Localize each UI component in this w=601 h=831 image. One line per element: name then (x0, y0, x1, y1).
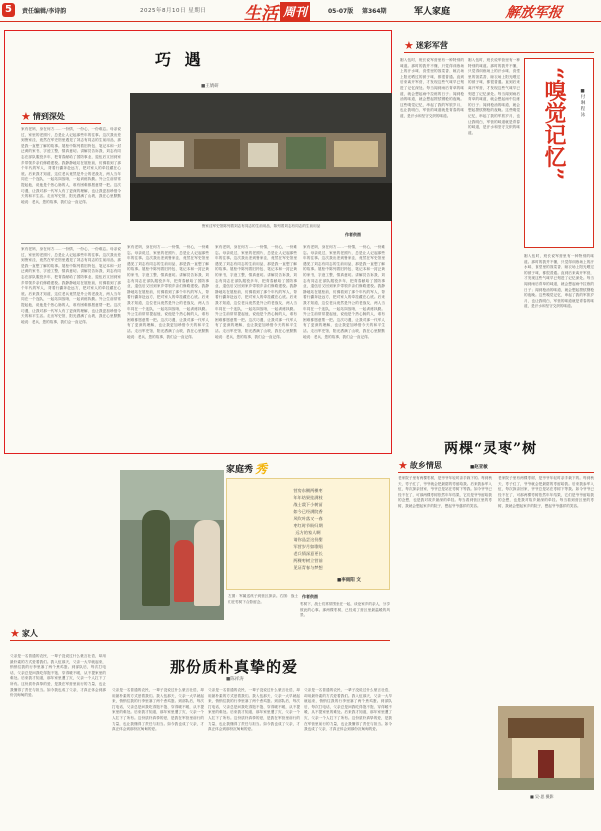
hometown-story-col-1: 老家院子里有两棵枣树，是爷爷年轻时亲手栽下的。每到秋天，枣子红了，爷爷就会把最甜的枣留给我。后来我参军入伍，每次探亲回家，爷爷总是站在枣树下等我。如今爷爷已经不在了，可那两棵枣树依然年年结果，它们是爷爷留给我的念想，也是我对故乡最深的牵挂。每当看到营区里的枣树，我就会想起家乡的院子，想起爷爷慈祥的笑容。 (398, 476, 492, 508)
feature-photo (130, 93, 392, 221)
column-name: 军人家庭 (414, 7, 451, 17)
poem-line: 请你品尝这份甜 (293, 537, 323, 542)
poem-line: 老兵情深意更长 (293, 551, 323, 556)
essay-title-box (524, 58, 594, 248)
family-photo-credit: 作者供图 (302, 594, 318, 599)
poem-line: 远方的家人啊 (295, 530, 321, 535)
feature-article (4, 30, 392, 454)
display-item-2 (194, 139, 240, 169)
camp-essay-col-2: 刚入伍时，班长说军营里有一种特别的味道。那时的我并不懂，只觉得训练场上的汗水味、食堂里的饭菜香、晾衣场上阳光晒过的被子味，都很普通。直到后来离开军营，才发现这些气味早已刻进了记忆深处。每当闻到雨后青草的味道，就会想起雨中拉练的日子；闻到枪油的味道，就会想起擦拭钢枪的夜晚。这些嗅觉记忆，串起了我的军旅岁月，也让我明白，军营的味道就是青春的味道，是汗水和坚守交织的味道。 (468, 58, 520, 135)
camp-essay-col-1: 刚入伍时，班长说军营里有一种特别的味道。那时的我并不懂，只觉得训练场上的汗水味、食堂里的饭菜香、晾衣场上阳光晒过的被子味，都很普通。直到后来离开军营，才发现这些气味早已刻进了记忆深处。每当闻到雨后青草的味道，就会想起雨中拉练的日子；闻到枪油的味道，就会想起擦拭钢枪的夜晚。这些嗅觉记忆，串起了我的军旅岁月，也让我明白，军营的味道就是青春的味道，是汗水和坚守交织的味道。 (400, 58, 464, 118)
section-underline (404, 52, 594, 53)
poem-line: 如今已经满院香 (293, 509, 323, 514)
hometown-story-col-2: 老家院子里有两棵枣树，是爷爷年轻时亲手栽下的。每到秋天，枣子红了，爷爷就会把最甜的枣留给我。后来我参军入伍，每次探亲回家，爷爷总是站在枣树下等我。如今爷爷已经不在了，可那两棵枣树依然年年结果，它们是爷爷留给我的念想，也是我对故乡最深的牵挂。每当看到营区里的枣树，我就会想起家乡的院子，想起爷爷慈祥的笑容。 (498, 476, 594, 508)
star-icon: ★ (21, 110, 31, 123)
section-header-family-show (226, 460, 267, 477)
feature-body-col-2: 家有老妈，身在何方……一份情，一份心，一份难忘。母亲说过，家里的老照片，总是让人记起那些年的往事。这次我出差到鲁家洼，竟然在军史馆里遇见了刘志有同志的生前用品，那是我一直想了解的故事。展柜中陈列着旧挎包、笔记本和一封泛黄的家书，字迹工整，情真意切。讲解员告诉我，刘志有同志在部队服役多年，把青春献给了国防事业，退伍后又回到家乡带领乡亲们修路建校。我静静地站在展柜前，仿佛看到了那个年代的军人，背着行囊奔赴远方，把对家人的牵挂藏在心底。后来我才知道，这位老兵竟然是外公的老战友，两人当年同在一个连队，一起站岗放哨，一起训练执勤。外公生前常常提起他，说他是个热心肠的人，谁有困难都愿意帮一把。这次巧遇，让我对那一代军人有了更深的理解，也让我更加珍惜今天的和平生活。走出军史馆，阳光洒满了山坡，我在心里默默地说：老兵，您的故事，我们会一直记得。 (127, 245, 209, 339)
feature-title: 巧 遇 (155, 50, 205, 69)
display-item-1 (150, 141, 184, 167)
camp-essay-col-3: 刚入伍时，班长说军营里有一种特别的味道。那时的我并不懂，只觉得训练场上的汗水味、食堂里的饭菜香、晾衣场上阳光晒过的被子味，都很普通。直到后来离开军营，才发现这些气味早已刻进了记忆深处。每当闻到雨后青草的味道，就会想起雨中拉练的日子；闻到枪油的味道，就会想起擦拭钢枪的夜晚。这些嗅觉记忆，串起了我的军旅岁月，也让我明白，军营的味道就是青春的味道，是汗水和坚守交织的味道。 (524, 254, 594, 309)
display-item-3 (248, 143, 278, 167)
star-icon: ★ (404, 39, 414, 52)
masthead-logo: 解放军报 (504, 5, 563, 21)
brand-word-life: 生活 (244, 3, 278, 24)
star-icon: ★ (398, 459, 408, 472)
bottom-body-col-1: 父亲是一名普通的农民，一辈子没说过什么豪言壮语，却用最朴素的方式爱着我们。我入伍那天，父亲一大早就起来，悄悄往我的行李里塞了两个煮鸡蛋。到部队后，每次打电话，父亲总是问我吃得饱不饱、穿得暖不暖，从不提家里的难处。后来我才知道，那年家里遭了灾，父亲一个人扛下了所有。这份质朴真挚的爱，是我在军营里前行的力量，也让我懂得了责任与担当。如今我也成了父亲，才真正体会到那份沉甸甸的爱。 (10, 654, 106, 698)
section-header-camp (404, 40, 448, 51)
family-show-note: 枣树下，战士们常常围坐在一起，谈论家乡的亲人，分享彼此的心事。那两棵枣树，已经成了营区里最温暖的风景。 (300, 602, 390, 618)
feature-byline: ■王婧研 (201, 84, 219, 89)
person-mother (194, 520, 220, 606)
ground (498, 778, 594, 790)
show-emblem: 秀 (255, 462, 268, 476)
house-door (538, 750, 554, 778)
poem-author: ■李雨阳 文 (337, 578, 361, 583)
house-roof (508, 718, 584, 738)
display-item-5 (334, 141, 378, 167)
house-photo (498, 706, 594, 790)
poem-title: 两棵“灵枣”树 (444, 441, 538, 457)
brand-word-weekly: 周刊 (280, 2, 310, 21)
brand-title (244, 0, 310, 22)
house-photo-caption: ■ 吴·思 摄影 (530, 794, 554, 799)
section-label: 迷彩军营 (415, 41, 448, 50)
feature-body-col-1: 家有老妈，身在何方……一份情，一份心，一份难忘。母亲说过，家里的老照片，总是让人记起那些年的往事。这次我出差到鲁家洼，竟然在军史馆里遇见了刘志有同志的生前用品，那是我一直想了解的故事。展柜中陈列着旧挎包、笔记本和一封泛黄的家书，字迹工整，情真意切。讲解员告诉我，刘志有同志在部队服役多年，把青春献给了国防事业，退伍后又回到家乡带领乡亲们修路建校。我静静地站在展柜前，仿佛看到了那个年代的军人，背着行囊奔赴远方，把对家人的牵挂藏在心底。后来我才知道，这位老兵竟然是外公的老战友，两人当年同在一个连队，一起站岗放哨，一起训练执勤。外公生前常常提起他，说他是个热心肠的人，谁有困难都愿意帮一把。这次巧遇，让我对那一代军人有了更深的理解，也让我更加珍惜今天的和平生活。走出军史馆，阳光洒满了山坡，我在心里默默地说：老兵，您的故事，我们会一直记得。 (21, 247, 121, 324)
section-header-hometown (398, 460, 442, 471)
person-child (174, 540, 194, 602)
feature-photo-caption: 鲁家洼军史馆陈列着刘志有同志的生前用品，陈列着刘志有同志的生前用品 (201, 224, 321, 228)
bottom-body-col-3: 父亲是一名普通的农民，一辈子没说过什么豪言壮语，却用最朴素的方式爱着我们。我入伍那天，父亲一大早就起来，悄悄往我的行李里塞了两个煮鸡蛋。到部队后，每次打电话，父亲总是问我吃得饱不饱、穿得暖不暖，从不提家里的难处。后来我才知道，那年家里遭了灾，父亲一个人扛下了所有。这份质朴真挚的爱，是我在军营里前行的力量，也让我懂得了责任与担当。如今我也成了父亲，才真正体会到那份沉甸甸的爱。 (208, 688, 300, 732)
issue-number: 第364期 (362, 8, 387, 15)
section-label: 家人 (21, 629, 38, 638)
poem-line: 枣红时节盼归期 (293, 523, 323, 528)
poem-line: 两棵枣树立营前 (293, 558, 323, 563)
poem-line: 营房东侧两棵枣 (293, 488, 323, 493)
page-number-badge (2, 3, 15, 17)
editor-line: 责任编辑/李诗韵 (22, 8, 67, 15)
poem-line: 年年结果挂满枝 (293, 495, 323, 500)
edition-badge: 05-07版 (328, 8, 354, 15)
section-label: 家庭秀 (226, 465, 254, 475)
feature-body-col-3: 家有老妈，身在何方……一份情，一份心，一份难忘。母亲说过，家里的老照片，总是让人记起那些年的往事。这次我出差到鲁家洼，竟然在军史馆里遇见了刘志有同志的生前用品，那是我一直想了解的故事。展柜中陈列着旧挎包、笔记本和一封泛黄的家书，字迹工整，情真意切。讲解员告诉我，刘志有同志在部队服役多年，把青春献给了国防事业，退伍后又回到家乡带领乡亲们修路建校。我静静地站在展柜前，仿佛看到了那个年代的军人，背着行囊奔赴远方，把对家人的牵挂藏在心底。后来我才知道，这位老兵竟然是外公的老战友，两人当年同在一个连队，一起站岗放哨，一起训练执勤。外公生前常常提起他，说他是个热心肠的人，谁有困难都愿意帮一把。这次巧遇，让我对那一代军人有了更深的理解，也让我更加珍惜今天的和平生活。走出军史馆，阳光洒满了山坡，我在心里默默地说：老兵，您的故事，我们会一直记得。 (215, 245, 297, 339)
star-icon: ★ (10, 627, 20, 640)
essay-title: “嗅觉记忆” (541, 67, 567, 181)
bottom-section-header (10, 628, 38, 639)
bottom-byline: ■陈祥涛 (226, 677, 244, 682)
section-underline (398, 472, 594, 473)
section-underline (10, 640, 390, 641)
poem-byline: ■赵亚敏 (470, 465, 488, 470)
issue-date: 2025年8月10日 星期日 (140, 8, 207, 14)
person-soldier (142, 510, 170, 606)
section-underline (21, 123, 101, 124)
poem-box (226, 478, 390, 590)
family-photo (120, 470, 224, 620)
poem-line: 风吹叶落又一春 (293, 516, 323, 521)
feature-intro-text: 家有老妈，身在何方……一份情，一份心，一份难忘。母亲说过，家里的老照片，总是让人记起那些年的往事。这次我出差到鲁家洼，竟然在军史馆里遇见了刘志有同志的生前用品，那是我一直想了解的故事。展柜中陈列着旧挎包、笔记本和一封泛黄的家书，字迹工整，情真意切。讲解员告诉我，刘志有同志在部队服役多年，把青春献给了国防事业，退伍后又回到家乡带领乡亲们修路建校。我静静地站在展柜前，仿佛看到了那个年代的军人，背着行囊奔赴远方，把对家人的牵挂藏在心底。后来我才知道，这位老兵竟然是外公的老战友，两人当年同在一个连队，一起站岗放哨，一起训练执勤。外公生前常常提起他，说他是个热心肠的人，谁有困难都愿意帮一把。这次巧遇，让我对那一代军人有了更深的理解，也让我更加珍惜今天的和平生活。走出军史馆，阳光洒满了山坡，我在心里默默地说：老兵，您的故事，我们会一直记得。 (21, 127, 121, 204)
essay-byline: ■付 琳 程 泳 (580, 89, 585, 117)
poem-line: 见证青春与梦想 (293, 565, 323, 570)
feature-photo-credit: 作者供图 (345, 232, 361, 237)
poem-line: 军营岁月如歌唱 (293, 544, 323, 549)
section-label: 情到深处 (32, 112, 65, 121)
bottom-body-col-4: 父亲是一名普通的农民，一辈子没说过什么豪言壮语，却用最朴素的方式爱着我们。我入伍那天，父亲一大早就起来，悄悄往我的行李里塞了两个煮鸡蛋。到部队后，每次打电话，父亲总是问我吃得饱不饱、穿得暖不暖，从不提家里的难处。后来我才知道，那年家里遭了灾，父亲一个人扛下了所有。这份质朴真挚的爱，是我在军营里前行的力量，也让我懂得了责任与担当。如今我也成了父亲，才真正体会到那份沉甸甸的爱。 (304, 688, 392, 732)
section-header-family (10, 628, 38, 639)
display-case-lower (130, 183, 392, 221)
poem-line: 战士栽下小树苗 (293, 502, 323, 507)
photo-sky (120, 470, 224, 520)
display-item-4 (286, 137, 326, 169)
bottom-body-col-2: 父亲是一名普通的农民，一辈子没说过什么豪言壮语，却用最朴素的方式爱着我们。我入伍那天，父亲一大早就起来，悄悄往我的行李里塞了两个煮鸡蛋。到部队后，每次打电话，父亲总是问我吃得饱不饱、穿得暖不暖，从不提家里的难处。后来我才知道，那年家里遭了灾，父亲一个人扛下了所有。这份质朴真挚的爱，是我在军营里前行的力量，也让我懂得了责任与担当。如今我也成了父亲，才真正体会到那份沉甸甸的爱。 (112, 688, 204, 732)
section-header-love (21, 111, 65, 122)
section-label: 故乡情思 (409, 461, 442, 470)
page-number: 5 (5, 4, 12, 15)
poem-lines (253, 487, 363, 571)
bottom-title: 那份质朴真挚的爱 (170, 658, 299, 676)
family-photo-caption: 左图：军属送孩子到营区探亲。右图：战士们在枣树下合影留念。 (228, 594, 298, 604)
page-header (0, 0, 601, 22)
feature-body-col-4: 家有老妈，身在何方……一份情，一份心，一份难忘。母亲说过，家里的老照片，总是让人记起那些年的往事。这次我出差到鲁家洼，竟然在军史馆里遇见了刘志有同志的生前用品，那是我一直想了解的故事。展柜中陈列着旧挎包、笔记本和一封泛黄的家书，字迹工整，情真意切。讲解员告诉我，刘志有同志在部队服役多年，把青春献给了国防事业，退伍后又回到家乡带领乡亲们修路建校。我静静地站在展柜前，仿佛看到了那个年代的军人，背着行囊奔赴远方，把对家人的牵挂藏在心底。后来我才知道，这位老兵竟然是外公的老战友，两人当年同在一个连队，一起站岗放哨，一起训练执勤。外公生前常常提起他，说他是个热心肠的人，谁有困难都愿意帮一把。这次巧遇，让我对那一代军人有了更深的理解，也让我更加珍惜今天的和平生活。走出军史馆，阳光洒满了山坡，我在心里默默地说：老兵，您的故事，我们会一直记得。 (303, 245, 385, 339)
intro-divider (21, 243, 121, 244)
